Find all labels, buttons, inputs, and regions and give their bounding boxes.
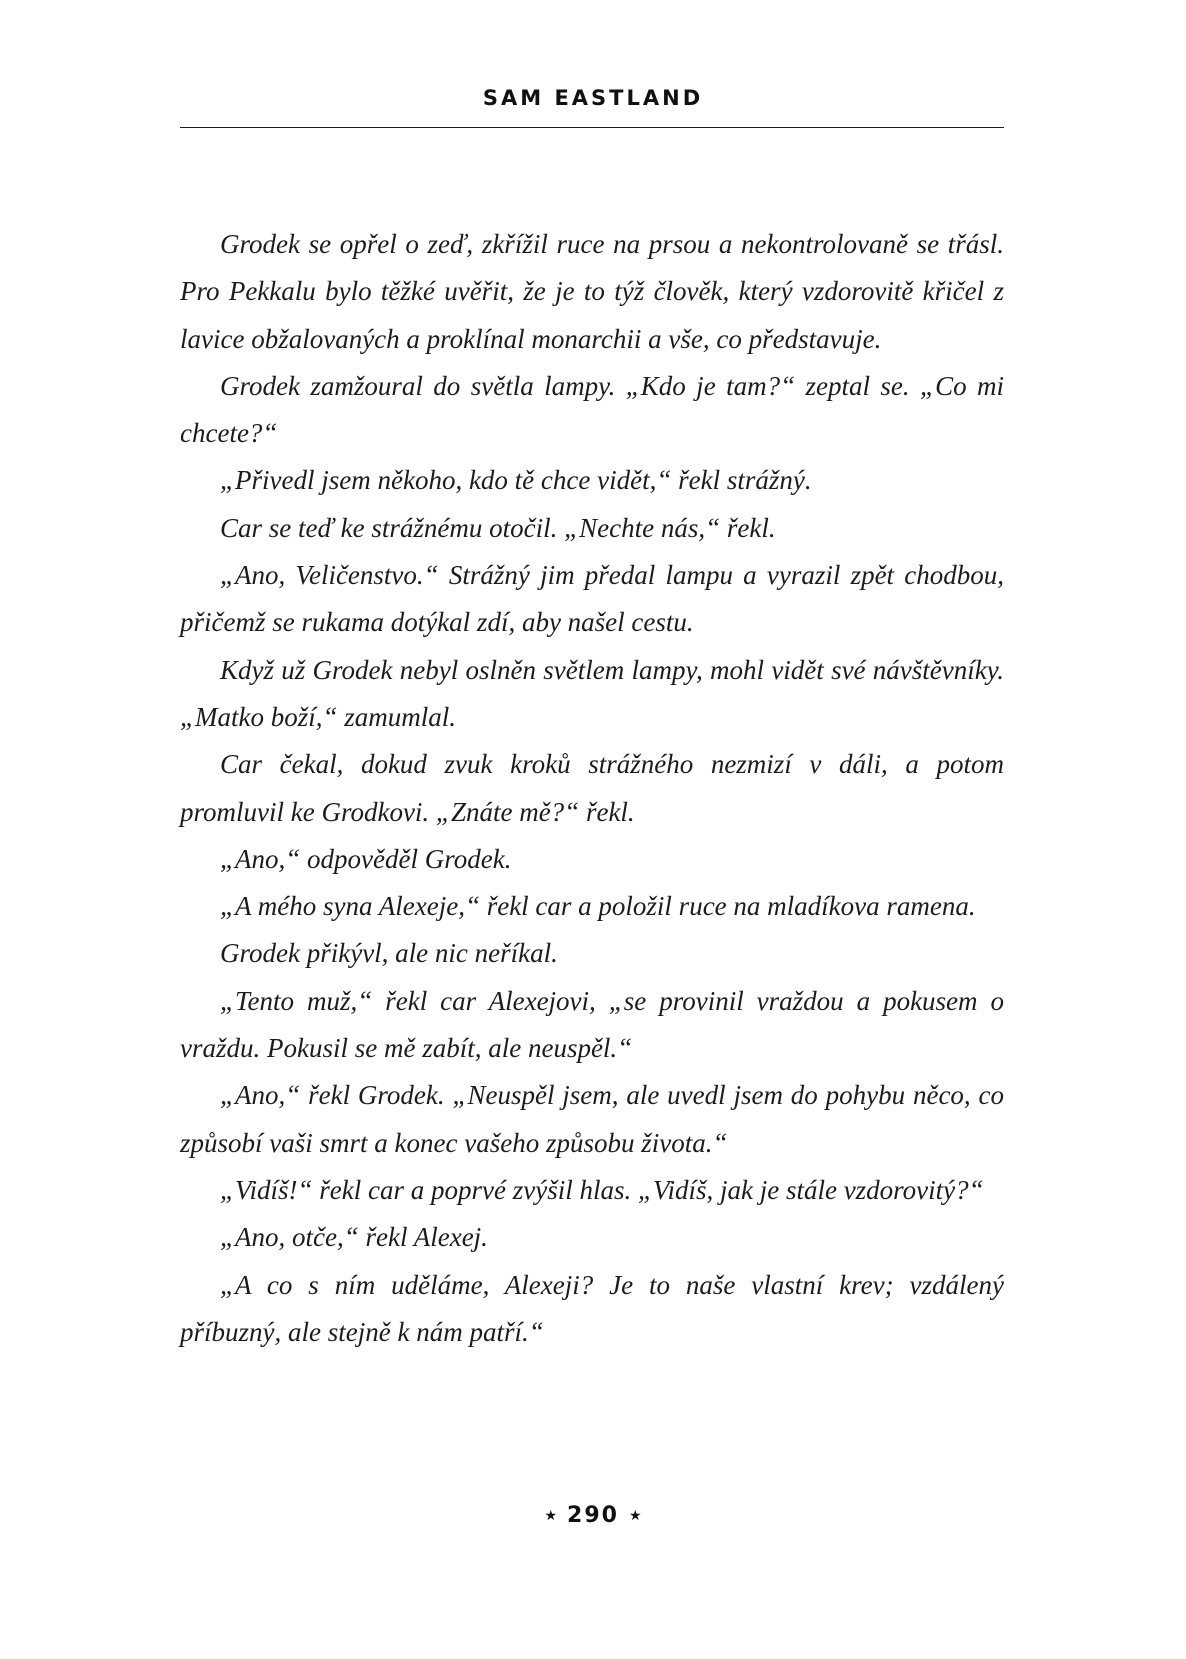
paragraph: „Ano, Veličenstvo.“ Strážný jim předal lampu a vyrazil zpět chodbou, přičemž se rukama dotýkal zdí, aby našel cestu. <box>180 560 1004 638</box>
paragraph: Grodek přikývl, ale nic neříkal. <box>220 938 558 969</box>
paragraph: „Přivedl jsem někoho, kdo tě chce vidět,“ řekl strážný. <box>220 465 812 496</box>
paragraph: Když už Grodek nebyl oslněn světlem lampy, mohl vidět své návštěvníky. „Matko boží,“ zamumlal. <box>180 654 1004 732</box>
paragraph: Car čekal, dokud zvuk kroků strážného nezmizí v dáli, a potom promluvil ke Grodkovi. „Znáte mě?“ řekl. <box>180 749 1004 827</box>
running-title: SAM EASTLAND <box>482 86 704 110</box>
paragraph: Car se teď ke strážnému otočil. „Nechte nás,“ řekl. <box>220 512 776 543</box>
paragraph: „Ano,“ odpověděl Grodek. <box>220 843 512 874</box>
star-icon: ★ <box>628 1508 642 1524</box>
paragraph: „A co s ním uděláme, Alexeji? Je to naše vlastní krev; vzdálený příbuzný, ale stejně k nám patří.“ <box>180 1269 1004 1347</box>
header-rule <box>180 127 1004 128</box>
page-number-footer <box>0 1503 1186 1529</box>
paragraph: Grodek zamžoural do světla lampy. „Kdo je tam?“ zeptal se. „Co mi chcete?“ <box>180 370 1004 449</box>
body-text <box>180 221 1004 1356</box>
star-icon: ★ <box>544 1508 558 1524</box>
paragraph: „Tento muž,“ řekl car Alexejovi, „se provinil vraždou a pokusem o vraždu. Pokusil se mě zabít, ale neuspěl.“ <box>180 985 1004 1064</box>
paragraph: Grodek se opřel o zeď, zkřížil ruce na prsou a nekontrolovaně se třásl. Pro Pekkalu bylo těžké uvěřit, že je to týž člověk, který vzdorovitě křičel z lavice obžalovaných a proklínal monarchii a vše, co představuje. <box>180 229 1004 354</box>
paragraph: „Ano, otče,“ řekl Alexej. <box>220 1222 488 1253</box>
paragraph: „A mého syna Alexeje,“ řekl car a položil ruce na mladíkova ramena. <box>220 891 976 922</box>
page-number: 290 <box>567 1503 619 1528</box>
paragraph: „Vidíš!“ řekl car a poprvé zvýšil hlas. „Vidíš, jak je stále vzdorovitý?“ <box>220 1174 984 1205</box>
paragraph: „Ano,“ řekl Grodek. „Neuspěl jsem, ale uvedl jsem do pohybu něco, co způsobí vaši smrt a konec vašeho způsobu života.“ <box>180 1080 1004 1158</box>
